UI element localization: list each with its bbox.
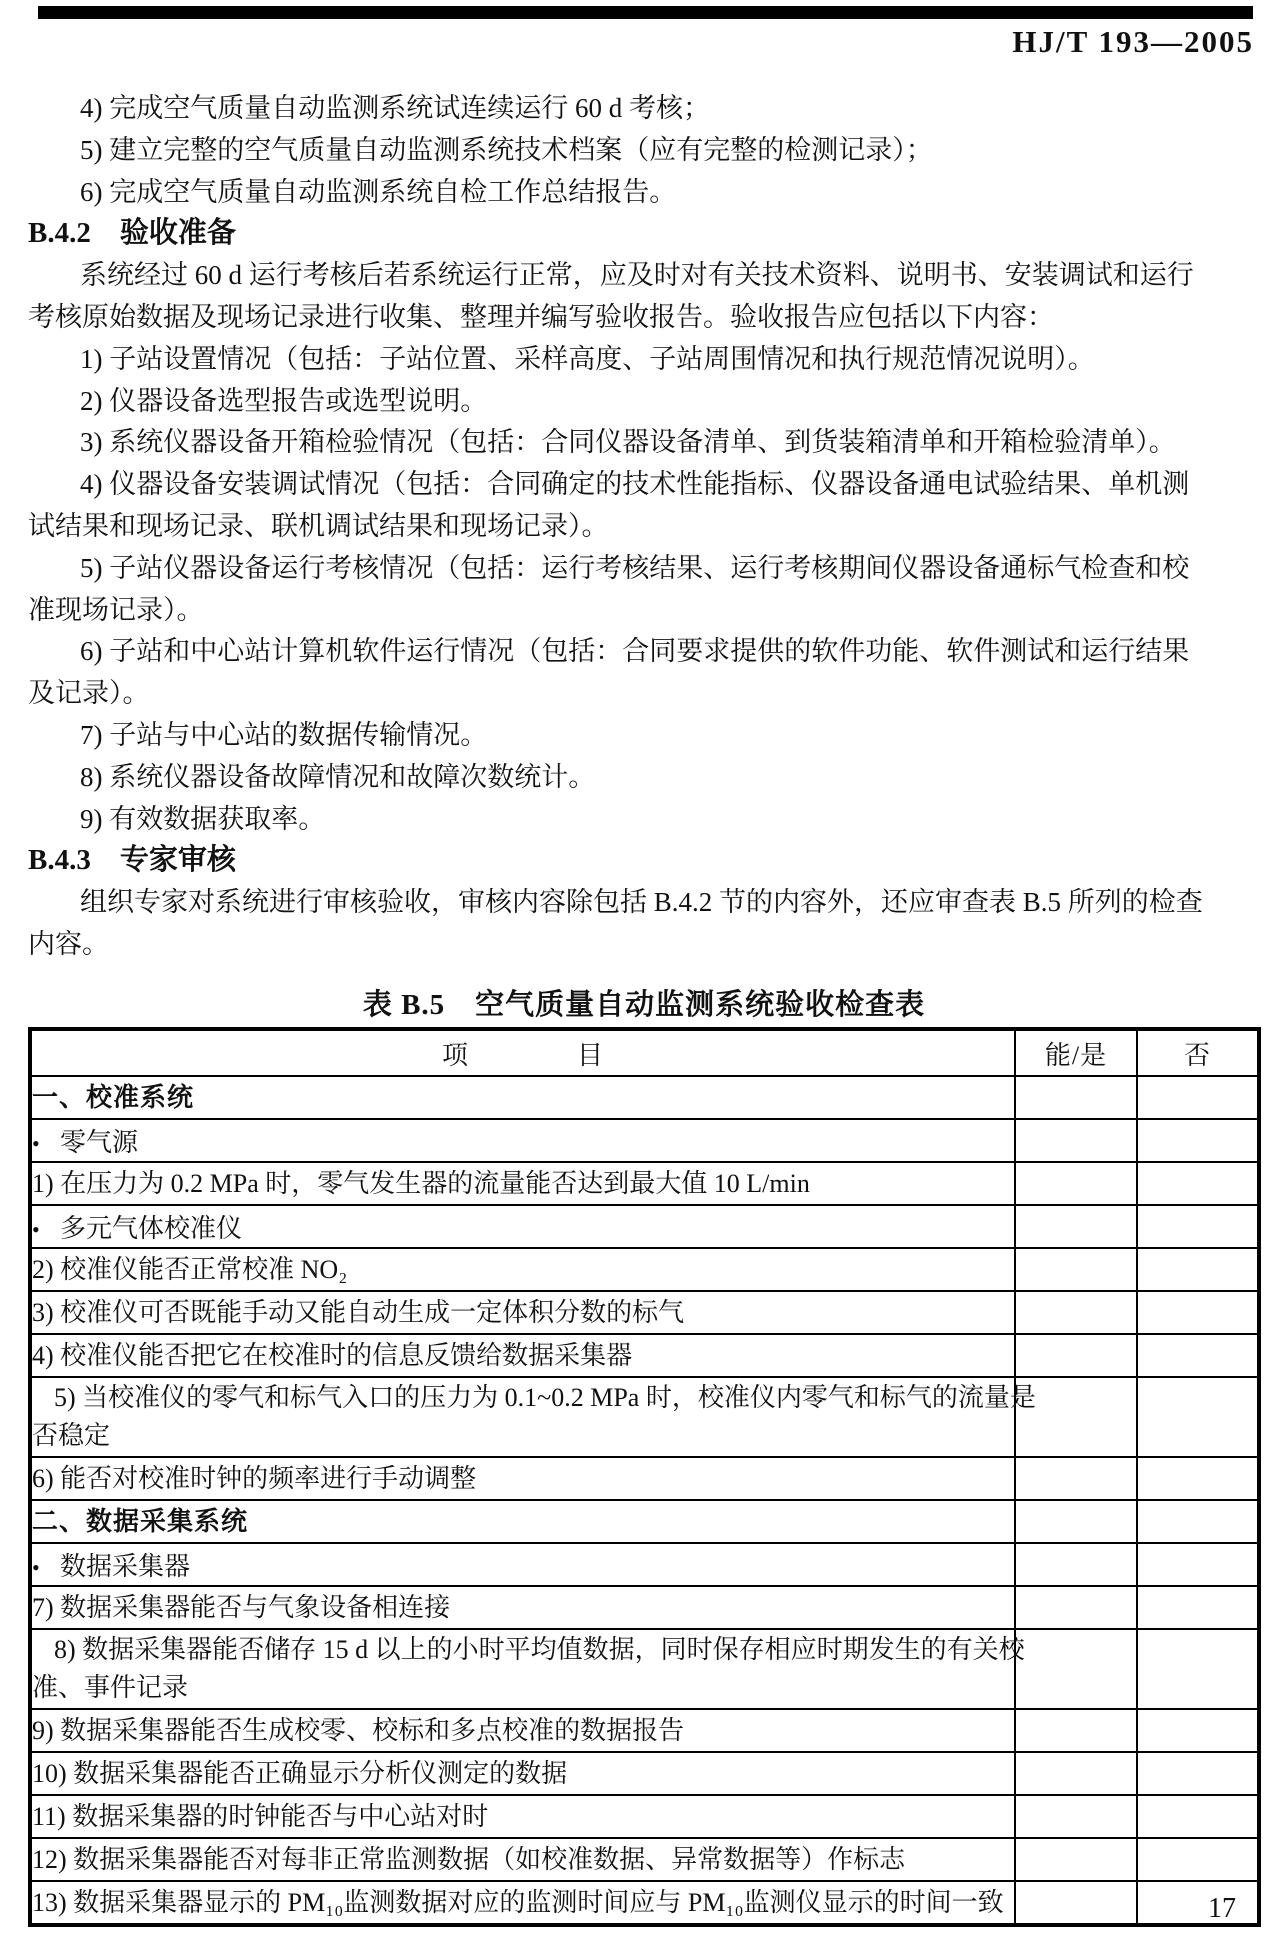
body-line: 9) 有效数据获取率。	[80, 803, 326, 834]
yes-cell	[1015, 1076, 1137, 1119]
body-line: 1) 子站设置情况（包括：子站位置、采样高度、子站周围情况和执行规范情况说明）。	[80, 343, 1095, 374]
yes-cell	[1015, 1586, 1137, 1629]
table-row	[30, 1838, 1259, 1881]
body-line: 准现场记录）。	[28, 594, 204, 625]
item-text: 二、数据采集系统	[32, 1506, 249, 1536]
no-cell	[1137, 1881, 1259, 1925]
body-line: 5) 子站仪器设备运行考核情况（包括：运行考核结果、运行考核期间仪器设备通标气检查和校	[80, 552, 1190, 583]
table-row	[30, 1291, 1259, 1334]
body-line: 及记录）。	[28, 678, 150, 709]
table-body	[30, 1076, 1259, 1925]
body-line: 4) 完成空气质量自动监测系统试连续运行 60 d 考核；	[80, 93, 710, 123]
no-cell	[1137, 1838, 1259, 1881]
item-text: 12) 数据采集器能否对每非正常监测数据（如校准数据、异常数据等）作标志	[32, 1844, 906, 1874]
body-line: 试结果和现场记录、联机调试结果和现场记录）。	[28, 510, 609, 541]
item-text-line: 8) 数据采集器能否储存 15 d 以上的小时平均值数据，同时保存相应时期发生的有关校	[54, 1635, 1025, 1664]
table-row	[30, 1500, 1259, 1543]
item-cell	[30, 1076, 1015, 1119]
item-cell	[30, 1838, 1015, 1881]
item-cell	[30, 1119, 1015, 1162]
no-cell	[1137, 1377, 1259, 1457]
table-row	[30, 1119, 1259, 1162]
no-cell	[1137, 1291, 1259, 1334]
no-cell	[1137, 1543, 1259, 1586]
item-text-line: 否稳定	[32, 1421, 111, 1450]
column-header-1: 能/是	[1015, 1029, 1137, 1076]
table-header	[30, 1029, 1259, 1076]
table-row	[30, 1334, 1259, 1377]
no-cell	[1137, 1457, 1259, 1500]
bullet-icon: •	[32, 1217, 40, 1242]
body-line: 3) 系统仪器设备开箱检验情况（包括：合同仪器设备清单、到货装箱清单和开箱检验清单）。	[80, 427, 1176, 458]
table-row	[30, 1248, 1259, 1291]
yes-cell	[1015, 1500, 1137, 1543]
no-cell	[1137, 1500, 1259, 1543]
column-header-2: 否	[1137, 1029, 1259, 1076]
page-top-rule	[38, 6, 1253, 19]
no-cell	[1137, 1709, 1259, 1752]
item-cell	[30, 1457, 1015, 1500]
no-cell	[1137, 1162, 1259, 1205]
column-header-0: 项 目	[30, 1029, 1015, 1076]
item-cell	[30, 1881, 1015, 1925]
body-line: 内容。	[28, 928, 109, 959]
table-row	[30, 1457, 1259, 1500]
item-text: 3) 校准仪可否既能手动又能自动生成一定体积分数的标气	[32, 1297, 685, 1327]
yes-cell	[1015, 1629, 1137, 1709]
item-text: 13) 数据采集器显示的 PM₁₀监测数据对应的监测时间应与 PM₁₀监测仪显示的时间一致	[32, 1887, 1004, 1917]
item-text: 多元气体校准仪	[60, 1214, 243, 1243]
no-cell	[1137, 1248, 1259, 1291]
yes-cell	[1015, 1291, 1137, 1334]
item-text: 一、校准系统	[32, 1082, 195, 1112]
item-cell	[30, 1629, 1025, 1709]
item-text: 4) 校准仪能否把它在校准时的信息反馈给数据采集器	[32, 1340, 633, 1370]
no-cell	[1137, 1334, 1259, 1377]
item-cell	[30, 1377, 1036, 1457]
body-line: 系统经过 60 d 运行考核后若系统运行正常，应及时对有关技术资料、说明书、安装调试和运行	[80, 260, 1194, 291]
no-cell	[1137, 1205, 1259, 1248]
body-line: 8) 系统仪器设备故障情况和故障次数统计。	[80, 761, 596, 792]
yes-cell	[1015, 1457, 1137, 1500]
table-row	[30, 1629, 1259, 1709]
yes-cell	[1015, 1838, 1137, 1881]
checklist-table	[28, 1027, 1261, 1927]
yes-cell	[1015, 1795, 1137, 1838]
table-row	[30, 1543, 1259, 1586]
item-cell	[30, 1543, 1015, 1586]
item-cell	[30, 1709, 1015, 1752]
table-row	[30, 1795, 1259, 1838]
standard-number: HJ/T 193—2005	[1012, 24, 1254, 59]
table-row	[30, 1881, 1259, 1925]
item-text: 1) 在压力为 0.2 MPa 时，零气发生器的流量能否达到最大值 10 L/min	[32, 1168, 810, 1198]
no-cell	[1137, 1119, 1259, 1162]
yes-cell	[1015, 1248, 1137, 1291]
body-line: 7) 子站与中心站的数据传输情况。	[80, 719, 488, 750]
item-text: 6) 能否对校准时钟的频率进行手动调整	[32, 1463, 477, 1493]
table-row	[30, 1162, 1259, 1205]
body-line: 6) 完成空气质量自动监测系统自检工作总结报告。	[80, 176, 677, 207]
no-cell	[1137, 1076, 1259, 1119]
page-number: 17	[1208, 1893, 1236, 1924]
item-text: 零气源	[60, 1128, 139, 1157]
table-row	[30, 1076, 1259, 1119]
body-line: 2) 仪器设备选型报告或选型说明。	[80, 385, 488, 416]
yes-cell	[1015, 1162, 1137, 1205]
item-text-line: 准、事件记录	[32, 1673, 189, 1702]
item-cell	[30, 1586, 1015, 1629]
yes-cell	[1015, 1543, 1137, 1586]
bullet-icon: •	[32, 1131, 40, 1156]
section-heading: B.4.3 专家审核	[28, 844, 236, 877]
no-cell	[1137, 1752, 1259, 1795]
table-row	[30, 1586, 1259, 1629]
item-text-line: 5) 当校准仪的零气和标气入口的压力为 0.1~0.2 MPa 时，校准仪内零气和标气的流量是	[54, 1383, 1036, 1412]
bullet-icon: •	[32, 1555, 40, 1580]
body-line: 6) 子站和中心站计算机软件运行情况（包括：合同要求提供的软件功能、软件测试和运行结果	[80, 636, 1190, 667]
item-cell	[30, 1205, 1015, 1248]
table-title: 表 B.5 空气质量自动监测系统验收检查表	[362, 989, 926, 1021]
item-cell	[30, 1248, 1015, 1291]
item-text: 10) 数据采集器能否正确显示分析仪测定的数据	[32, 1758, 568, 1788]
no-cell	[1137, 1629, 1259, 1709]
table-row	[30, 1709, 1259, 1752]
no-cell	[1137, 1586, 1259, 1629]
body-line: 4) 仪器设备安装调试情况（包括：合同确定的技术性能指标、仪器设备通电试验结果、单机测	[80, 469, 1190, 500]
item-cell	[30, 1500, 1015, 1543]
table-row	[30, 1752, 1259, 1795]
yes-cell	[1015, 1205, 1137, 1248]
no-cell	[1137, 1795, 1259, 1838]
item-cell	[30, 1795, 1015, 1838]
table-row	[30, 1377, 1259, 1457]
section-heading: B.4.2 验收准备	[28, 217, 236, 250]
yes-cell	[1015, 1752, 1137, 1795]
item-cell	[30, 1162, 1015, 1205]
item-text: 7) 数据采集器能否与气象设备相连接	[32, 1592, 451, 1622]
yes-cell	[1015, 1881, 1137, 1925]
body-line: 考核原始数据及现场记录进行收集、整理并编写验收报告。验收报告应包括以下内容：	[28, 301, 1054, 332]
yes-cell	[1015, 1119, 1137, 1162]
item-text: 2) 校准仪能否正常校准 NO₂	[32, 1254, 348, 1284]
table-row	[30, 1205, 1259, 1248]
item-text: 9) 数据采集器能否生成校零、校标和多点校准的数据报告	[32, 1715, 685, 1745]
item-cell	[30, 1291, 1015, 1334]
body-line: 组织专家对系统进行审核验收，审核内容除包括 B.4.2 节的内容外，还应审查表 B.5 所列的检查	[80, 887, 1203, 918]
yes-cell	[1015, 1334, 1137, 1377]
item-cell	[30, 1334, 1015, 1377]
item-text: 11) 数据采集器的时钟能否与中心站对时	[32, 1801, 489, 1831]
body-line: 5) 建立完整的空气质量自动监测系统技术档案（应有完整的检测记录）；	[80, 134, 933, 165]
yes-cell	[1015, 1709, 1137, 1752]
item-cell	[30, 1752, 1015, 1795]
body-text	[28, 88, 1258, 966]
item-text: 数据采集器	[60, 1552, 191, 1581]
